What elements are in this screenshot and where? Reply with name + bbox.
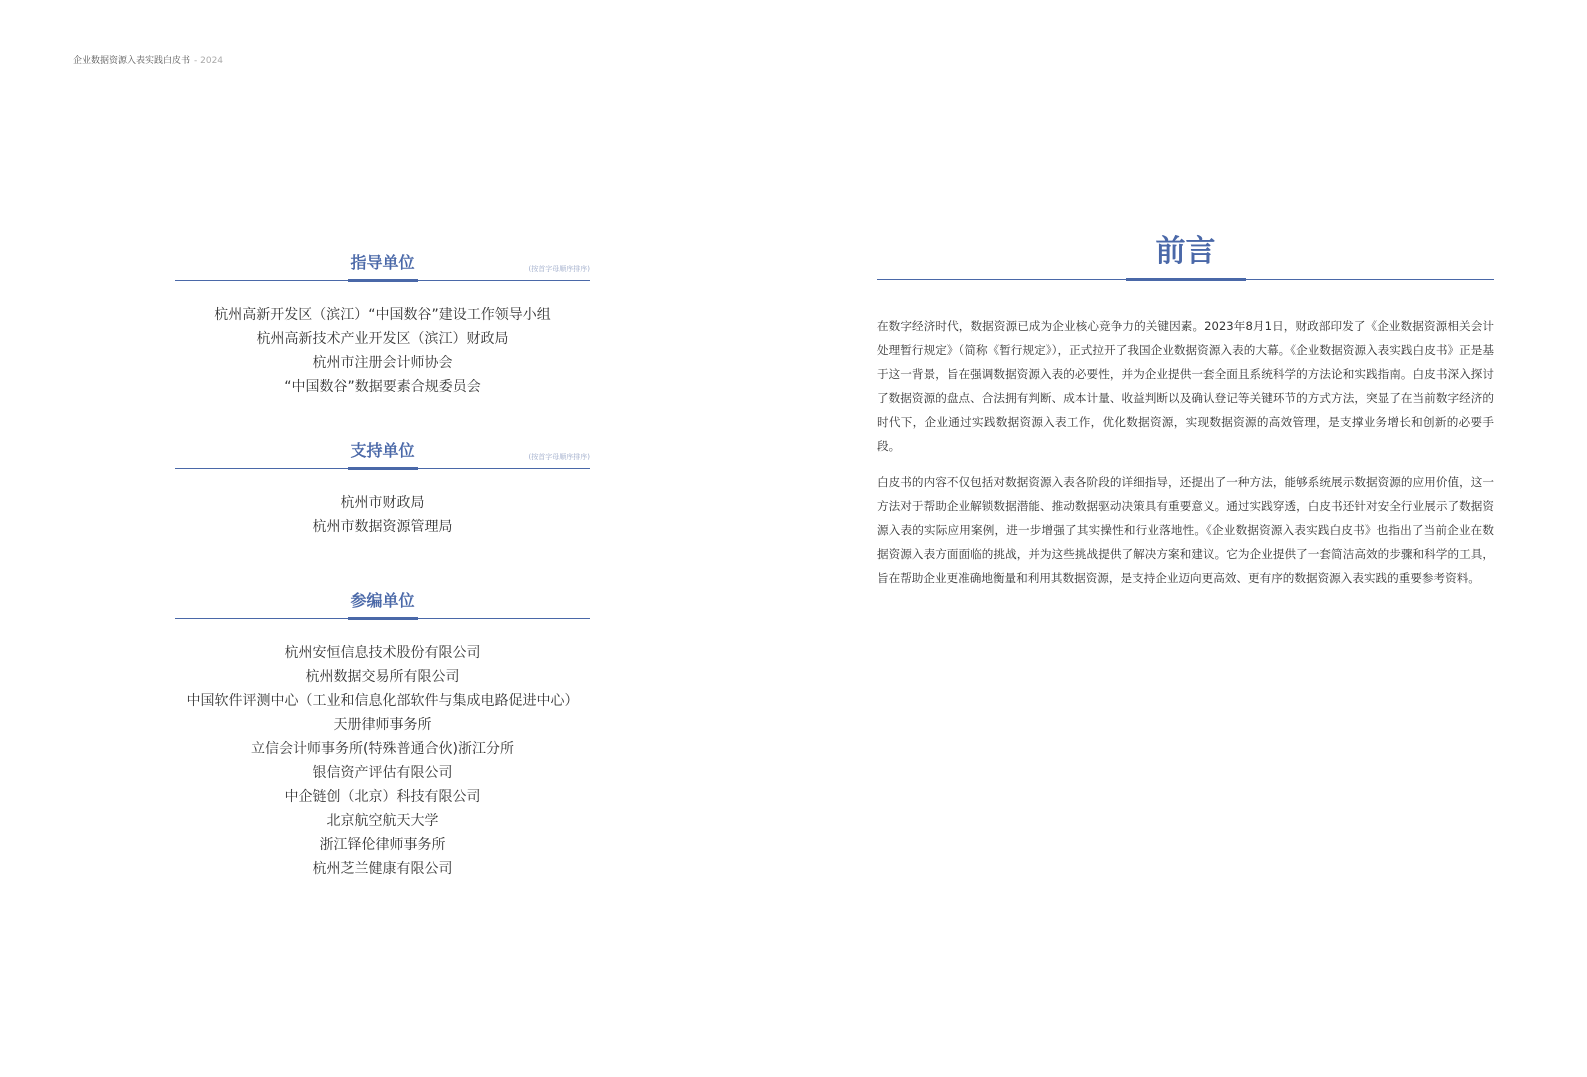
section-guiding-units bbox=[175, 253, 590, 399]
unit-item: 立信会计师事务所(特殊普通合伙)浙江分所 bbox=[251, 741, 514, 757]
unit-item: 浙江铎伦律师事务所 bbox=[319, 837, 446, 853]
header-year: - 2024 bbox=[194, 56, 224, 66]
unit-item: 天册律师事务所 bbox=[333, 717, 432, 733]
running-header bbox=[73, 53, 223, 66]
preface bbox=[877, 232, 1494, 590]
section-divider bbox=[175, 280, 590, 283]
unit-list bbox=[175, 641, 590, 881]
unit-item: 杭州芝兰健康有限公司 bbox=[312, 861, 453, 877]
section-divider bbox=[175, 618, 590, 621]
unit-item: 杭州市注册会计师协会 bbox=[312, 355, 453, 371]
unit-list bbox=[175, 491, 590, 539]
unit-item: 银信资产评估有限公司 bbox=[312, 765, 453, 781]
unit-item: 杭州市数据资源管理局 bbox=[312, 519, 453, 535]
section-title: 指导单位 bbox=[350, 253, 415, 272]
unit-item: 中国软件评测中心（工业和信息化部软件与集成电路促进中心） bbox=[186, 693, 579, 709]
preface-paragraph: 白皮书的内容不仅包括对数据资源入表各阶段的详细指导，还提出了一种方法，能够系统展示数据资源的应用价值，这一方法对于帮助企业解锁数据潜能、推动数据驱动决策具有重要意义。通过实践穿透，白皮书还针对安全行业展示了数据资源入表的实际应用案例，进一步增强了其实操性和行业落地性。《企业数据资源入表实践白皮书》也指出了当前企业在数据资源入表方面面临的挑战，并为这些挑战提供了解决方案和建议。它为企业提供了一套简洁高效的步骤和科学的工具，旨在帮助企业更准确地衡量和利用其数据资源，是支持企业迈向更高效、更有序的数据资源入表实践的重要参考资料。 bbox=[877, 475, 1494, 585]
section-note: (按首字母顺序排序) bbox=[528, 265, 590, 273]
unit-item: 杭州高新开发区（滨江）“中国数谷”建设工作领导小组 bbox=[214, 307, 551, 323]
unit-item: 中企链创（北京）科技有限公司 bbox=[284, 789, 481, 805]
section-divider bbox=[175, 468, 590, 471]
section-title: 参编单位 bbox=[350, 591, 415, 610]
section-contributing-units bbox=[175, 591, 590, 881]
unit-item: 杭州高新技术产业开发区（滨江）财政局 bbox=[256, 331, 509, 347]
unit-list bbox=[175, 303, 590, 399]
section-supporting-units bbox=[175, 441, 590, 539]
preface-divider bbox=[877, 279, 1494, 280]
preface-paragraph: 在数字经济时代，数据资源已成为企业核心竞争力的关键因素。2023年8月1日，财政部印发了《企业数据资源相关会计处理暂行规定》（简称《暂行规定》），正式拉开了我国企业数据资源入表的大幕。《企业数据资源入表实践白皮书》正是基于这一背景，旨在强调数据资源入表的必要性，并为企业提供一套全面且系统科学的方法论和实践指南。白皮书深入探讨了数据资源的盘点、合法拥有判断、成本计量、收益判断以及确认登记等关键环节的方式方法，突显了在当前数字经济的时代下，企业通过实践数据资源入表工作，优化数据资源，实现数据资源的高效管理，是支撑业务增长和创新的必要手段。 bbox=[877, 319, 1494, 453]
header-title: 企业数据资源入表实践白皮书 bbox=[73, 56, 191, 66]
section-note: (按首字母顺序排序) bbox=[528, 453, 590, 461]
unit-item: “中国数谷”数据要素合规委员会 bbox=[284, 379, 481, 395]
unit-item: 杭州市财政局 bbox=[340, 495, 425, 511]
unit-item: 杭州安恒信息技术股份有限公司 bbox=[284, 645, 481, 661]
preface-title: 前言 bbox=[1155, 234, 1216, 269]
section-title: 支持单位 bbox=[350, 441, 415, 460]
unit-item: 北京航空航天大学 bbox=[326, 813, 439, 829]
unit-item: 杭州数据交易所有限公司 bbox=[305, 669, 460, 685]
